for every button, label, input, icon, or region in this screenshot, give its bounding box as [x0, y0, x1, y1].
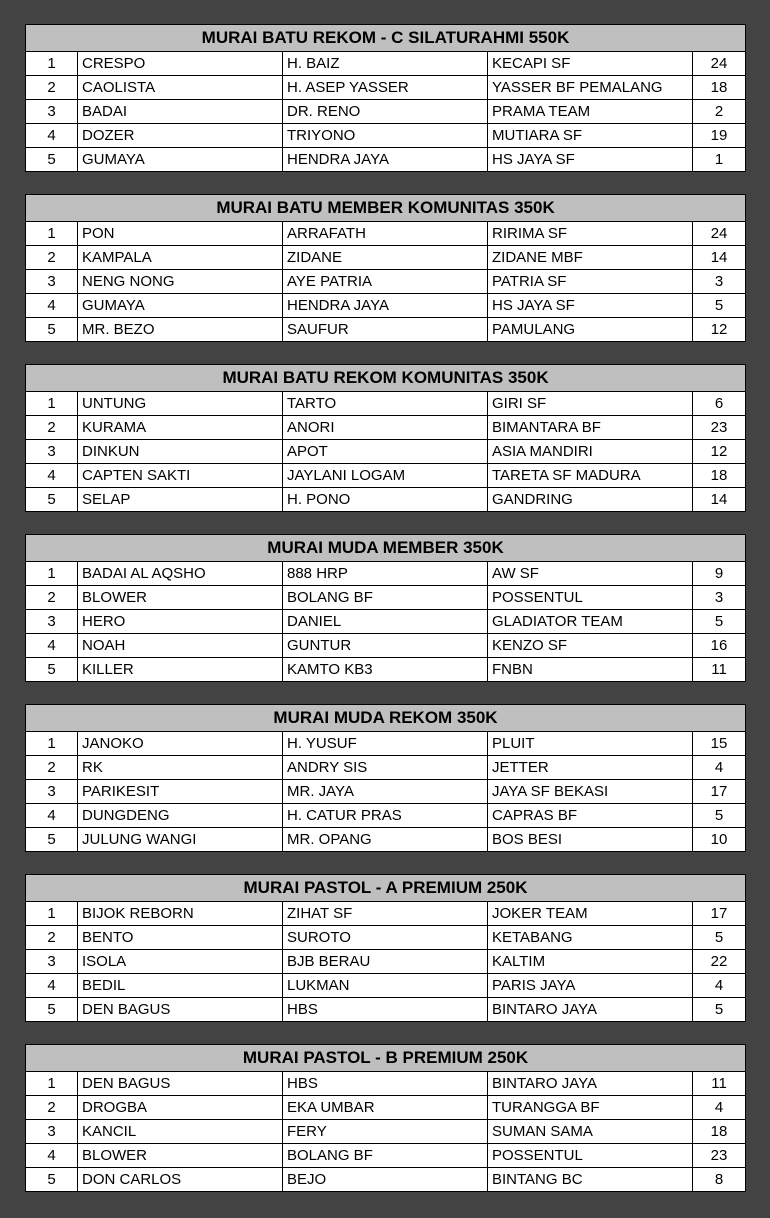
results-table-block — [25, 874, 745, 1021]
team-name-cell: KALTIM — [488, 950, 693, 974]
owner-name-cell: HBS — [283, 1072, 488, 1096]
table-row — [26, 1096, 746, 1120]
owner-name-cell: H. BAIZ — [283, 52, 488, 76]
team-name-cell: GANDRING — [488, 488, 693, 512]
owner-name-cell: ANORI — [283, 416, 488, 440]
rank-cell: 1 — [26, 392, 78, 416]
table-title: MURAI BATU REKOM KOMUNITAS 350K — [26, 365, 746, 392]
table-title: MURAI MUDA MEMBER 350K — [26, 535, 746, 562]
team-name-cell: YASSER BF PEMALANG — [488, 76, 693, 100]
rank-cell: 1 — [26, 902, 78, 926]
team-name-cell: GLADIATOR TEAM — [488, 610, 693, 634]
number-cell: 10 — [693, 828, 746, 852]
table-row — [26, 1144, 746, 1168]
team-name-cell: POSSENTUL — [488, 586, 693, 610]
table-title: MURAI BATU REKOM - C SILATURAHMI 550K — [26, 25, 746, 52]
bird-name-cell: GUMAYA — [78, 294, 283, 318]
number-cell: 4 — [693, 974, 746, 998]
number-cell: 23 — [693, 416, 746, 440]
table-row — [26, 902, 746, 926]
team-name-cell: AW SF — [488, 562, 693, 586]
owner-name-cell: HBS — [283, 998, 488, 1022]
owner-name-cell: H. CATUR PRAS — [283, 804, 488, 828]
number-cell: 6 — [693, 392, 746, 416]
number-cell: 9 — [693, 562, 746, 586]
number-cell: 8 — [693, 1168, 746, 1192]
results-tables-container — [25, 24, 745, 1214]
table-row — [26, 1072, 746, 1096]
bird-name-cell: BADAI AL AQSHO — [78, 562, 283, 586]
bird-name-cell: DON CARLOS — [78, 1168, 283, 1192]
rank-cell: 3 — [26, 1120, 78, 1144]
number-cell: 5 — [693, 610, 746, 634]
bird-name-cell: BIJOK REBORN — [78, 902, 283, 926]
rank-cell: 5 — [26, 658, 78, 682]
table-row — [26, 1168, 746, 1192]
rank-cell: 5 — [26, 318, 78, 342]
owner-name-cell: SUROTO — [283, 926, 488, 950]
team-name-cell: BINTARO JAYA — [488, 998, 693, 1022]
bird-name-cell: DUNGDENG — [78, 804, 283, 828]
rank-cell: 5 — [26, 828, 78, 852]
table-row — [26, 440, 746, 464]
results-table — [25, 364, 746, 512]
table-title: MURAI BATU MEMBER KOMUNITAS 350K — [26, 195, 746, 222]
number-cell: 5 — [693, 804, 746, 828]
owner-name-cell: FERY — [283, 1120, 488, 1144]
number-cell: 12 — [693, 440, 746, 464]
team-name-cell: FNBN — [488, 658, 693, 682]
owner-name-cell: LUKMAN — [283, 974, 488, 998]
owner-name-cell: EKA UMBAR — [283, 1096, 488, 1120]
bird-name-cell: ISOLA — [78, 950, 283, 974]
bird-name-cell: PON — [78, 222, 283, 246]
owner-name-cell: TRIYONO — [283, 124, 488, 148]
rank-cell: 1 — [26, 52, 78, 76]
team-name-cell: ZIDANE MBF — [488, 246, 693, 270]
results-table — [25, 1044, 746, 1192]
table-row — [26, 950, 746, 974]
number-cell: 19 — [693, 124, 746, 148]
results-table-block — [25, 24, 745, 171]
rank-cell: 3 — [26, 440, 78, 464]
rank-cell: 4 — [26, 1144, 78, 1168]
owner-name-cell: DR. RENO — [283, 100, 488, 124]
owner-name-cell: ANDRY SIS — [283, 756, 488, 780]
owner-name-cell: BJB BERAU — [283, 950, 488, 974]
number-cell: 18 — [693, 464, 746, 488]
owner-name-cell: KAMTO KB3 — [283, 658, 488, 682]
rank-cell: 5 — [26, 1168, 78, 1192]
owner-name-cell: SAUFUR — [283, 318, 488, 342]
rank-cell: 2 — [26, 1096, 78, 1120]
owner-name-cell: H. YUSUF — [283, 732, 488, 756]
table-title: MURAI PASTOL - B PREMIUM 250K — [26, 1045, 746, 1072]
rank-cell: 3 — [26, 610, 78, 634]
number-cell: 4 — [693, 1096, 746, 1120]
bird-name-cell: DEN BAGUS — [78, 998, 283, 1022]
table-row — [26, 1120, 746, 1144]
team-name-cell: JETTER — [488, 756, 693, 780]
number-cell: 1 — [693, 148, 746, 172]
bird-name-cell: SELAP — [78, 488, 283, 512]
rank-cell: 1 — [26, 732, 78, 756]
number-cell: 11 — [693, 658, 746, 682]
bird-name-cell: DINKUN — [78, 440, 283, 464]
bird-name-cell: JANOKO — [78, 732, 283, 756]
owner-name-cell: ARRAFATH — [283, 222, 488, 246]
number-cell: 16 — [693, 634, 746, 658]
table-row — [26, 488, 746, 512]
team-name-cell: JAYA SF BEKASI — [488, 780, 693, 804]
rank-cell: 3 — [26, 950, 78, 974]
owner-name-cell: MR. OPANG — [283, 828, 488, 852]
team-name-cell: TURANGGA BF — [488, 1096, 693, 1120]
rank-cell: 4 — [26, 294, 78, 318]
team-name-cell: PATRIA SF — [488, 270, 693, 294]
owner-name-cell: 888 HRP — [283, 562, 488, 586]
table-row — [26, 586, 746, 610]
bird-name-cell: BLOWER — [78, 1144, 283, 1168]
bird-name-cell: DROGBA — [78, 1096, 283, 1120]
owner-name-cell: BEJO — [283, 1168, 488, 1192]
rank-cell: 2 — [26, 756, 78, 780]
bird-name-cell: CRESPO — [78, 52, 283, 76]
results-table — [25, 704, 746, 852]
owner-name-cell: TARTO — [283, 392, 488, 416]
results-table-block — [25, 1044, 745, 1191]
rank-cell: 1 — [26, 562, 78, 586]
team-name-cell: MUTIARA SF — [488, 124, 693, 148]
bird-name-cell: CAPTEN SAKTI — [78, 464, 283, 488]
team-name-cell: BINTARO JAYA — [488, 1072, 693, 1096]
team-name-cell: TARETA SF MADURA — [488, 464, 693, 488]
table-row — [26, 998, 746, 1022]
number-cell: 2 — [693, 100, 746, 124]
owner-name-cell: GUNTUR — [283, 634, 488, 658]
number-cell: 11 — [693, 1072, 746, 1096]
team-name-cell: JOKER TEAM — [488, 902, 693, 926]
owner-name-cell: ZIHAT SF — [283, 902, 488, 926]
bird-name-cell: UNTUNG — [78, 392, 283, 416]
owner-name-cell: MR. JAYA — [283, 780, 488, 804]
team-name-cell: PARIS JAYA — [488, 974, 693, 998]
rank-cell: 4 — [26, 804, 78, 828]
team-name-cell: BOS BESI — [488, 828, 693, 852]
bird-name-cell: PARIKESIT — [78, 780, 283, 804]
rank-cell: 5 — [26, 148, 78, 172]
rank-cell: 1 — [26, 222, 78, 246]
owner-name-cell: H. PONO — [283, 488, 488, 512]
team-name-cell: KETABANG — [488, 926, 693, 950]
team-name-cell: PAMULANG — [488, 318, 693, 342]
rank-cell: 2 — [26, 586, 78, 610]
bird-name-cell: KAMPALA — [78, 246, 283, 270]
number-cell: 15 — [693, 732, 746, 756]
owner-name-cell: HENDRA JAYA — [283, 148, 488, 172]
team-name-cell: CAPRAS BF — [488, 804, 693, 828]
rank-cell: 4 — [26, 974, 78, 998]
bird-name-cell: NOAH — [78, 634, 283, 658]
table-row — [26, 270, 746, 294]
table-title: MURAI PASTOL - A PREMIUM 250K — [26, 875, 746, 902]
team-name-cell: KECAPI SF — [488, 52, 693, 76]
bird-name-cell: BEDIL — [78, 974, 283, 998]
team-name-cell: HS JAYA SF — [488, 148, 693, 172]
number-cell: 12 — [693, 318, 746, 342]
results-table — [25, 194, 746, 342]
bird-name-cell: KURAMA — [78, 416, 283, 440]
bird-name-cell: RK — [78, 756, 283, 780]
rank-cell: 4 — [26, 124, 78, 148]
table-row — [26, 148, 746, 172]
table-row — [26, 76, 746, 100]
table-row — [26, 318, 746, 342]
number-cell: 24 — [693, 52, 746, 76]
owner-name-cell: BOLANG BF — [283, 586, 488, 610]
table-row — [26, 634, 746, 658]
table-row — [26, 804, 746, 828]
bird-name-cell: NENG NONG — [78, 270, 283, 294]
rank-cell: 5 — [26, 488, 78, 512]
bird-name-cell: KANCIL — [78, 1120, 283, 1144]
rank-cell: 2 — [26, 246, 78, 270]
table-title: MURAI MUDA REKOM 350K — [26, 705, 746, 732]
table-row — [26, 974, 746, 998]
owner-name-cell: DANIEL — [283, 610, 488, 634]
number-cell: 5 — [693, 294, 746, 318]
table-row — [26, 828, 746, 852]
number-cell: 5 — [693, 926, 746, 950]
results-table-block — [25, 364, 745, 511]
team-name-cell: PRAMA TEAM — [488, 100, 693, 124]
table-row — [26, 416, 746, 440]
rank-cell: 3 — [26, 100, 78, 124]
rank-cell: 2 — [26, 416, 78, 440]
table-row — [26, 392, 746, 416]
table-row — [26, 464, 746, 488]
table-row — [26, 246, 746, 270]
bird-name-cell: KILLER — [78, 658, 283, 682]
table-row — [26, 52, 746, 76]
bird-name-cell: BLOWER — [78, 586, 283, 610]
team-name-cell: KENZO SF — [488, 634, 693, 658]
bird-name-cell: CAOLISTA — [78, 76, 283, 100]
bird-name-cell: HERO — [78, 610, 283, 634]
table-row — [26, 562, 746, 586]
results-table-block — [25, 704, 745, 851]
number-cell: 5 — [693, 998, 746, 1022]
rank-cell: 4 — [26, 464, 78, 488]
owner-name-cell: H. ASEP YASSER — [283, 76, 488, 100]
owner-name-cell: HENDRA JAYA — [283, 294, 488, 318]
rank-cell: 3 — [26, 270, 78, 294]
number-cell: 4 — [693, 756, 746, 780]
rank-cell: 2 — [26, 926, 78, 950]
team-name-cell: SUMAN SAMA — [488, 1120, 693, 1144]
owner-name-cell: JAYLANI LOGAM — [283, 464, 488, 488]
bird-name-cell: MR. BEZO — [78, 318, 283, 342]
bird-name-cell: BENTO — [78, 926, 283, 950]
number-cell: 3 — [693, 270, 746, 294]
bird-name-cell: DEN BAGUS — [78, 1072, 283, 1096]
table-row — [26, 732, 746, 756]
results-table — [25, 24, 746, 172]
table-row — [26, 658, 746, 682]
results-table — [25, 874, 746, 1022]
owner-name-cell: APOT — [283, 440, 488, 464]
number-cell: 14 — [693, 488, 746, 512]
rank-cell: 2 — [26, 76, 78, 100]
table-row — [26, 100, 746, 124]
rank-cell: 1 — [26, 1072, 78, 1096]
team-name-cell: PLUIT — [488, 732, 693, 756]
rank-cell: 5 — [26, 998, 78, 1022]
table-row — [26, 124, 746, 148]
number-cell: 18 — [693, 1120, 746, 1144]
rank-cell: 4 — [26, 634, 78, 658]
owner-name-cell: BOLANG BF — [283, 1144, 488, 1168]
team-name-cell: HS JAYA SF — [488, 294, 693, 318]
number-cell: 17 — [693, 780, 746, 804]
number-cell: 23 — [693, 1144, 746, 1168]
bird-name-cell: DOZER — [78, 124, 283, 148]
team-name-cell: BINTANG BC — [488, 1168, 693, 1192]
number-cell: 18 — [693, 76, 746, 100]
table-row — [26, 926, 746, 950]
number-cell: 14 — [693, 246, 746, 270]
team-name-cell: RIRIMA SF — [488, 222, 693, 246]
table-row — [26, 756, 746, 780]
team-name-cell: GIRI SF — [488, 392, 693, 416]
bird-name-cell: BADAI — [78, 100, 283, 124]
table-row — [26, 780, 746, 804]
team-name-cell: ASIA MANDIRI — [488, 440, 693, 464]
team-name-cell: BIMANTARA BF — [488, 416, 693, 440]
number-cell: 22 — [693, 950, 746, 974]
table-row — [26, 610, 746, 634]
results-table-block — [25, 534, 745, 681]
number-cell: 17 — [693, 902, 746, 926]
owner-name-cell: ZIDANE — [283, 246, 488, 270]
rank-cell: 3 — [26, 780, 78, 804]
results-table — [25, 534, 746, 682]
table-row — [26, 294, 746, 318]
bird-name-cell: JULUNG WANGI — [78, 828, 283, 852]
table-row — [26, 222, 746, 246]
number-cell: 3 — [693, 586, 746, 610]
bird-name-cell: GUMAYA — [78, 148, 283, 172]
team-name-cell: POSSENTUL — [488, 1144, 693, 1168]
results-table-block — [25, 194, 745, 341]
number-cell: 24 — [693, 222, 746, 246]
owner-name-cell: AYE PATRIA — [283, 270, 488, 294]
